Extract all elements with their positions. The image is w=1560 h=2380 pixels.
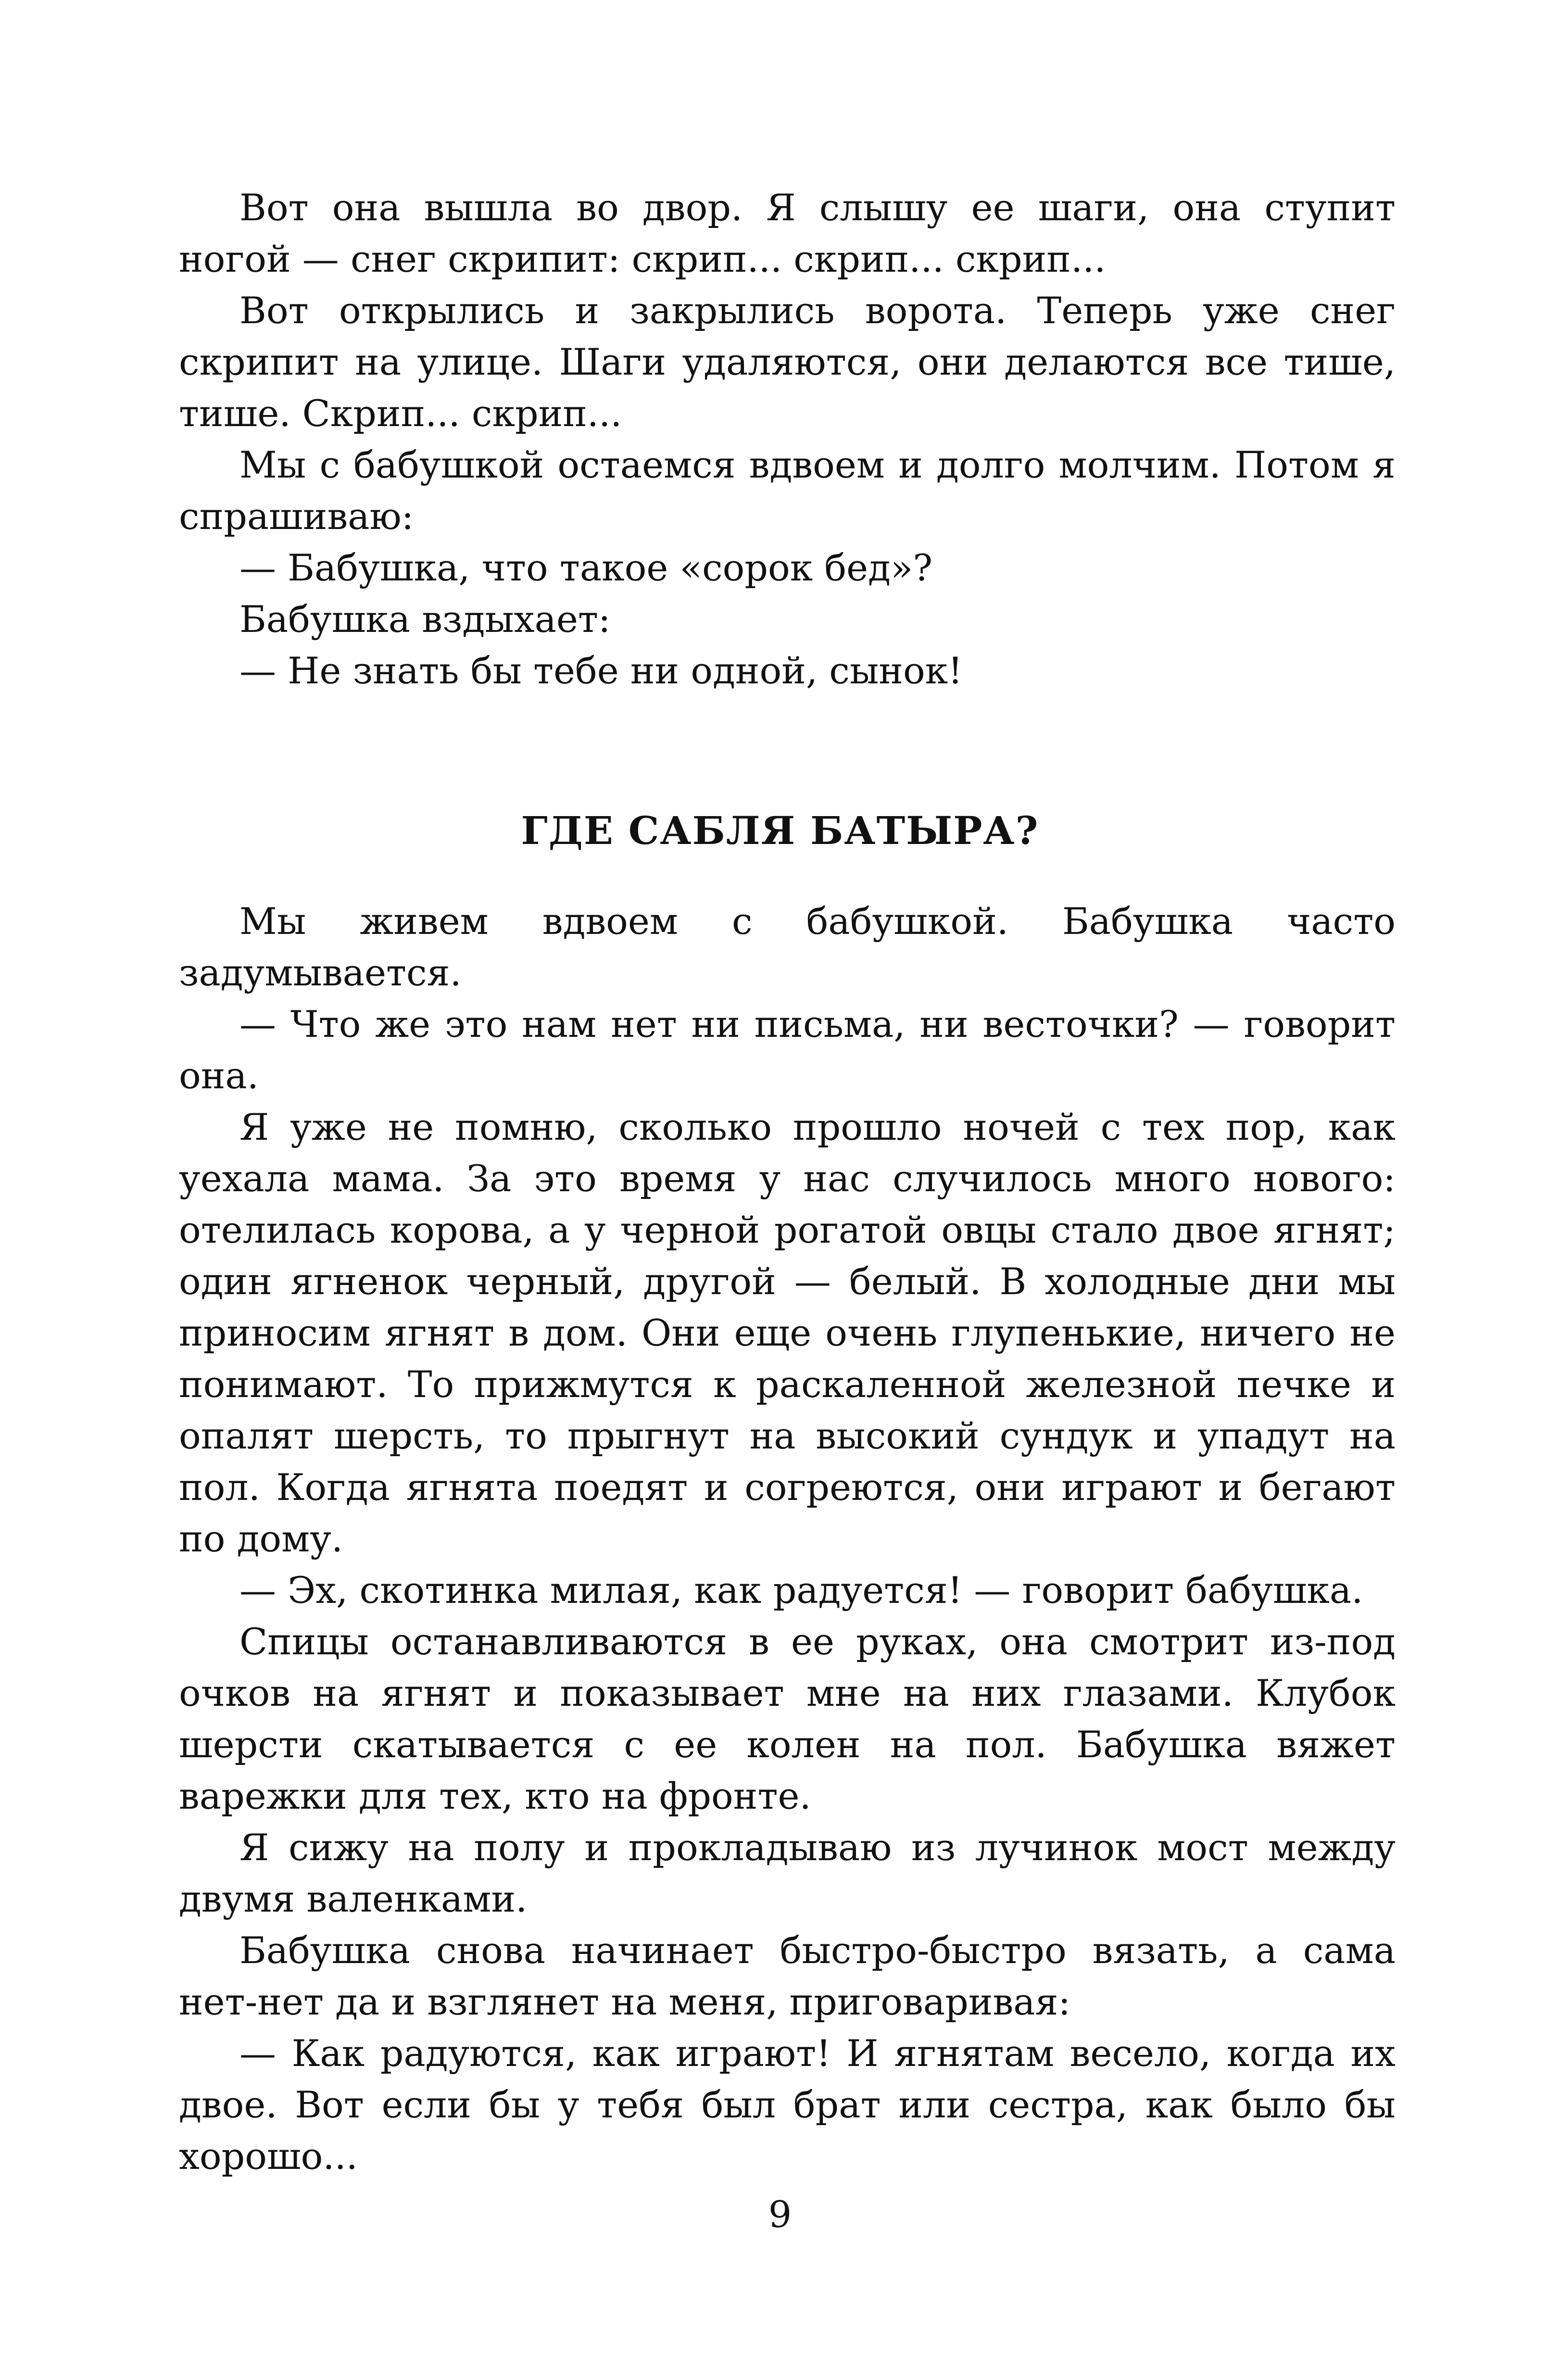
paragraph: Вот открылись и закрылись ворота. Теперь уже снег скрипит на улице. Шаги удаляются, они делаются все тише, тише. Скрип... скрип...	[179, 289, 1396, 435]
text-section-previous-chapter	[179, 182, 1396, 696]
paragraph: — Бабушка, что такое «сорок бед»?	[239, 546, 933, 589]
page-number: 9	[768, 2193, 792, 2236]
paragraph: — Что же это нам нет ни письма, ни весточки? — говорит она.	[179, 1003, 1396, 1097]
paragraph: Я уже не помню, сколько прошло ночей с тех пор, как уехала мама. За это время у нас случилось много нового: отелилась корова, а у черной рогатой овцы стало двое ягнят; один ягненок черный, другой — белый. В холодные дни мы приносим ягнят в дом. Они еще очень глупенькие, ничего не понимают. То прижмутся к раскаленной железной печке и опалят шерсть, то прыгнут на высокий сундук и упадут на пол. Когда ягнята поедят и согреются, они играют и бегают по дому.	[179, 1106, 1396, 1560]
paragraph: Спицы останавливаются в ее руках, она смотрит из-под очков на ягнят и показывает мне на них глазами. Клубок шерсти скатывается с ее колен на пол. Бабушка вяжет варежки для тех, кто на фронте.	[179, 1620, 1396, 1817]
paragraph: — Эх, скотинка милая, как радуется! — говорит бабушка.	[239, 1569, 1363, 1612]
paragraph: Мы с бабушкой остаемся вдвоем и долго молчим. Потом я спрашиваю:	[179, 443, 1396, 538]
paragraph: Мы живем вдвоем с бабушкой. Бабушка часто задумывается.	[179, 900, 1396, 994]
paragraph: Вот она вышла во двор. Я слышу ее шаги, она ступит ногой — снег скрипит: скрип... скрип... скрип...	[179, 186, 1396, 280]
paragraph: Бабушка вздыхает:	[239, 598, 611, 641]
paragraph: Бабушка снова начинает быстро-быстро вязать, а сама нет-нет да и взглянет на меня, приговаривая:	[179, 1929, 1396, 2023]
paragraph: Я сижу на полу и прокладываю из лучинок мост между двумя валенками.	[179, 1826, 1396, 1920]
text-section-chapter	[179, 895, 1396, 2182]
paragraph: — Не знать бы тебе ни одной, сынок!	[239, 649, 963, 692]
paragraph: — Как радуются, как играют! И ягнятам весело, когда их двое. Вот если бы у тебя был брат или сестра, как было бы хорошо...	[179, 2032, 1396, 2178]
chapter-title: ГДЕ САБЛЯ БАТЫРА?	[521, 808, 1039, 853]
